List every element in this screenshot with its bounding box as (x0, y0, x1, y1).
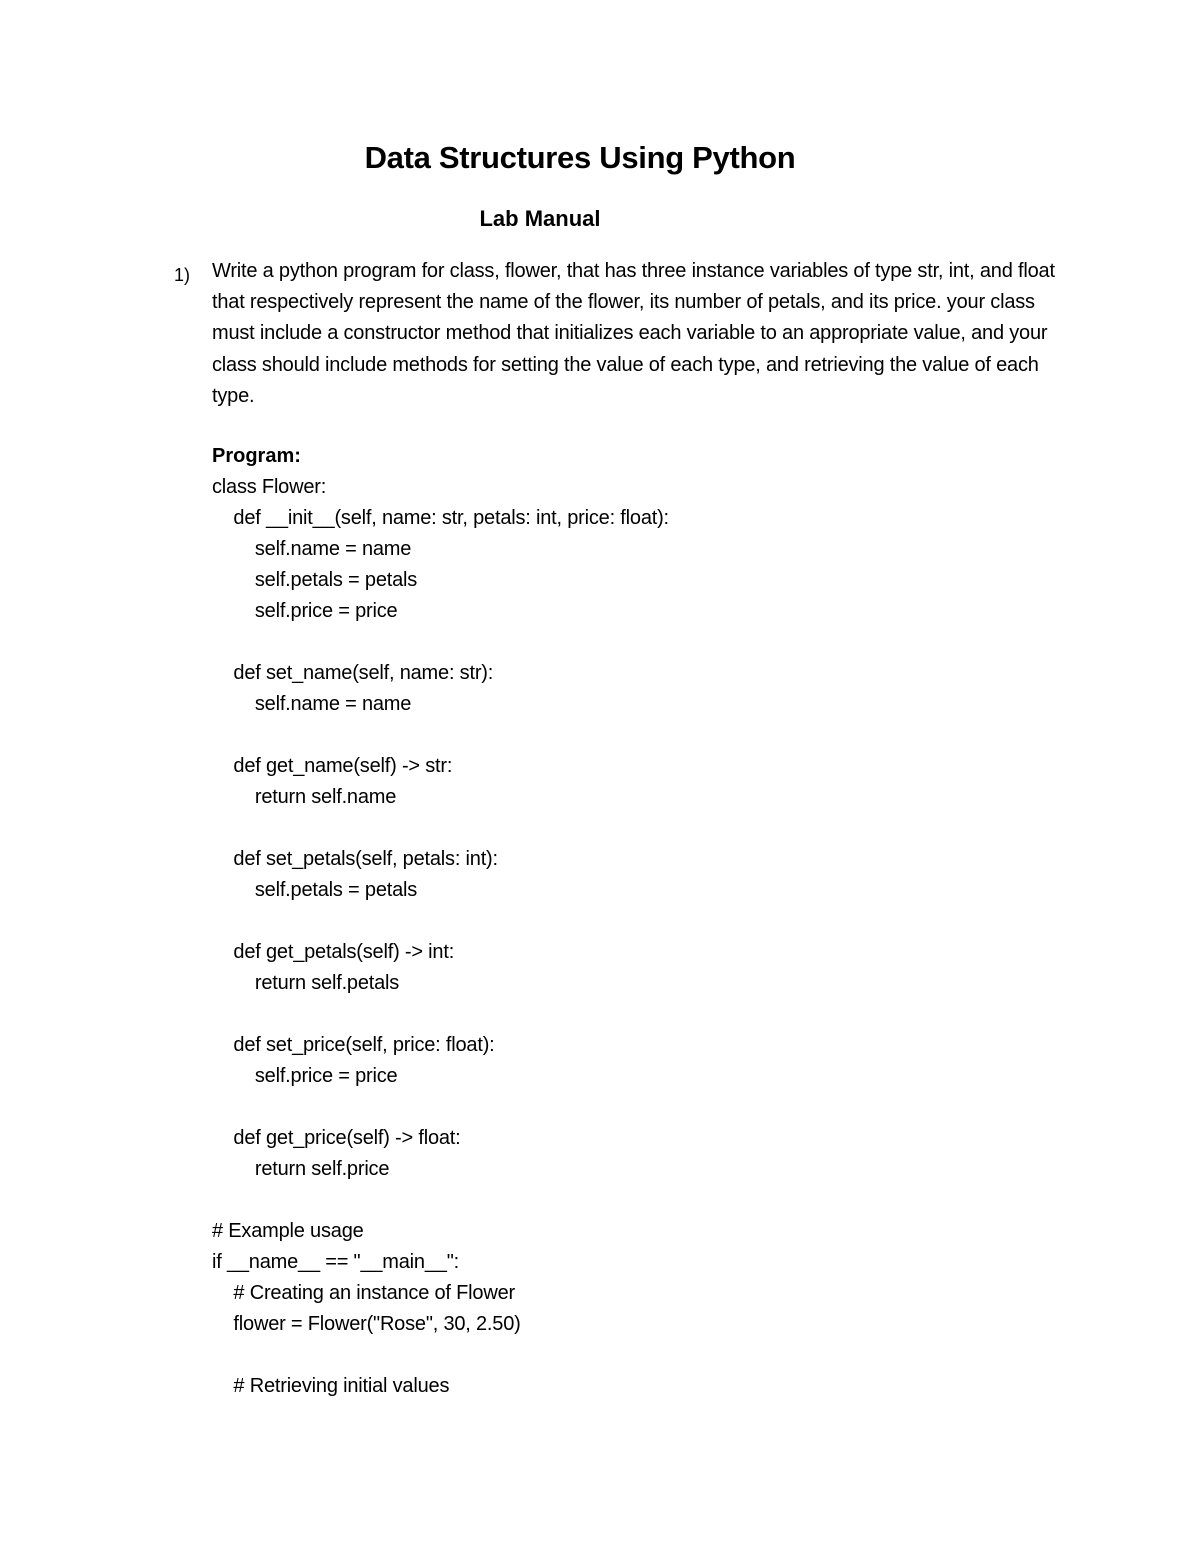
code-line (212, 1092, 669, 1123)
code-line: return self.petals (212, 972, 400, 994)
code-line (212, 627, 669, 658)
code-block (212, 472, 669, 1402)
code-line: # Retrieving initial values (212, 1375, 450, 1397)
code-line (212, 720, 669, 751)
code-line: def set_price(self, price: float): (212, 1034, 495, 1056)
code-line: if __name__ == "__main__": (212, 1251, 459, 1273)
code-line: def get_petals(self) -> int: (212, 941, 455, 963)
document-subtitle: Lab Manual (479, 206, 601, 231)
code-line: self.price = price (212, 600, 398, 622)
code-line: def set_name(self, name: str): (212, 662, 494, 684)
document-title: Data Structures Using Python (364, 140, 796, 175)
code-line: def set_petals(self, petals: int): (212, 848, 498, 870)
question-text: Write a python program for class, flower, that has three instance variables of type str, int, and float that respectively represent the name of the flower, its number of petals, and its price. your class must include a constructor method that initializes each variable to an appropriate value, and your class should include methods for setting the value of each type, and retrieving the value of each type. (212, 260, 1055, 407)
code-line (212, 906, 669, 937)
code-line: self.price = price (212, 1065, 398, 1087)
code-line (212, 1185, 669, 1216)
program-label: Program: (212, 445, 301, 467)
code-line: # Creating an instance of Flower (212, 1282, 515, 1304)
code-line (212, 999, 669, 1030)
code-line: self.petals = petals (212, 879, 418, 901)
code-line: # Example usage (212, 1220, 364, 1242)
code-line: def __init__(self, name: str, petals: int, price: float): (212, 507, 669, 529)
code-line: def get_price(self) -> float: (212, 1127, 461, 1149)
code-line (212, 1340, 669, 1371)
code-line: return self.price (212, 1158, 390, 1180)
code-line: return self.name (212, 786, 397, 808)
code-line: self.name = name (212, 538, 412, 560)
code-line: def get_name(self) -> str: (212, 755, 453, 777)
code-line: flower = Flower("Rose", 30, 2.50) (212, 1313, 521, 1335)
question-number: 1) (174, 265, 191, 285)
code-line: self.petals = petals (212, 569, 418, 591)
code-line (212, 813, 669, 844)
code-line: self.name = name (212, 693, 412, 715)
code-line: class Flower: (212, 476, 327, 498)
